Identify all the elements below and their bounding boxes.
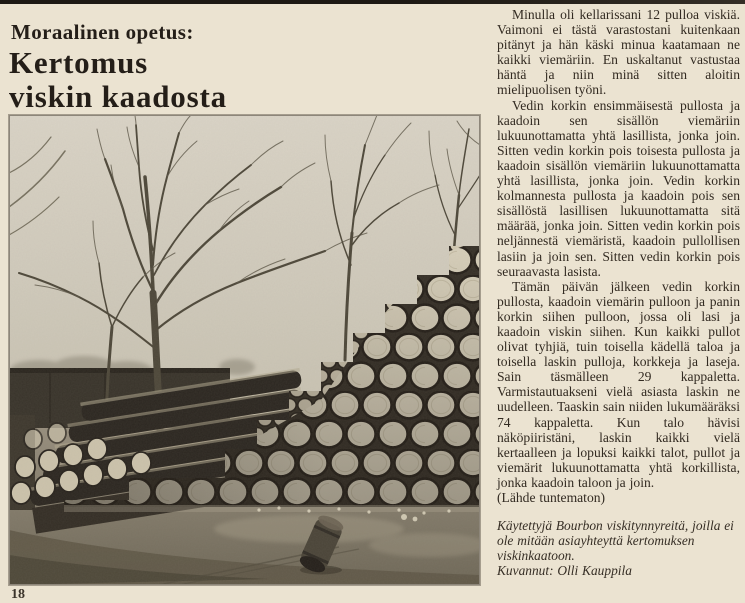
barrel-stack-photo xyxy=(9,115,480,585)
body-paragraph: Vedin korkin ensimmäisestä pullosta ja kaadoin sen sisällön viemäriin lukuunottamatta yhtä lasillista, jonka join. Sitten vedin korkin pois toisesta pullosta ja kaadoin sisällön viemäriin lukuunottamatta yhtä lasillista, jonka join. Vedin korkin kolmannesta pullosta ja kaadoin pois sen sisällöstä lasillisen lukuunottamatta sitä määrää, jonka join. Sitten vedin korkin pois neljännestä viemäristä, kaadoin pullollisen lasiin ja join sen. Sitten vedin korkin pois seuraavasta lasista. xyxy=(497,97,740,279)
caption-text: Käytettyjä Bourbon viskitynnyreitä, joilla ei ole mitään asiayhteyttä kertomuksen viskinkaatoon. xyxy=(497,518,734,564)
source-note: (Lähde tuntematon) xyxy=(497,490,606,505)
article-title xyxy=(9,46,227,114)
title-line-1: Kertomus xyxy=(9,45,148,80)
article-kicker: Moraalinen opetus: xyxy=(11,20,194,44)
title-line-2: viskin kaadosta xyxy=(9,79,227,114)
caption-credit: Kuvannut: Olli Kauppila xyxy=(497,563,632,579)
page-number: 18 xyxy=(11,587,25,602)
body-paragraph: Minulla oli kellarissani 12 pulloa viskiä. Vaimoni ei tästä varastostani kuitenkaan pitänyt ja hän käski minua kaatamaan ne kaikki viemäriin. En uskaltanut vastustaa häntä ja niin minä sitten aloitin mielipuolisen työni. xyxy=(497,7,740,98)
photo-caption xyxy=(497,518,740,578)
barrel-photo-illustration xyxy=(9,115,480,585)
body-paragraph: Tämän päivän jälkeen vedin korkin pullosta, kaadoin viemärin pulloon ja panin korkin siihen pulloon, jossa oli lasi ja kaadoin viskin siihen. Kun kaikki pullot olivat tyhjiä, tuin toisella kädellä taloa ja toisella laskin pulloja, korkkeja ja laseja. Sain täsmälleen 29 kappaletta. Varmistautuakseni vielä asiasta laskin ne uudelleen. Taaskin sain niiden lukumääräksi 74 kappaletta. Kun talo hävisi näköpiiristäni, laskin kaikki vielä kertaalleen ja lopuksi kaikki talot, pullot ja viemärit lukuunottamatta yhtä korkillista, jonka kaadoin taloon ja join. xyxy=(497,278,740,490)
article-body xyxy=(497,7,740,578)
page-top-rule xyxy=(0,0,745,4)
film-grain xyxy=(9,115,480,585)
